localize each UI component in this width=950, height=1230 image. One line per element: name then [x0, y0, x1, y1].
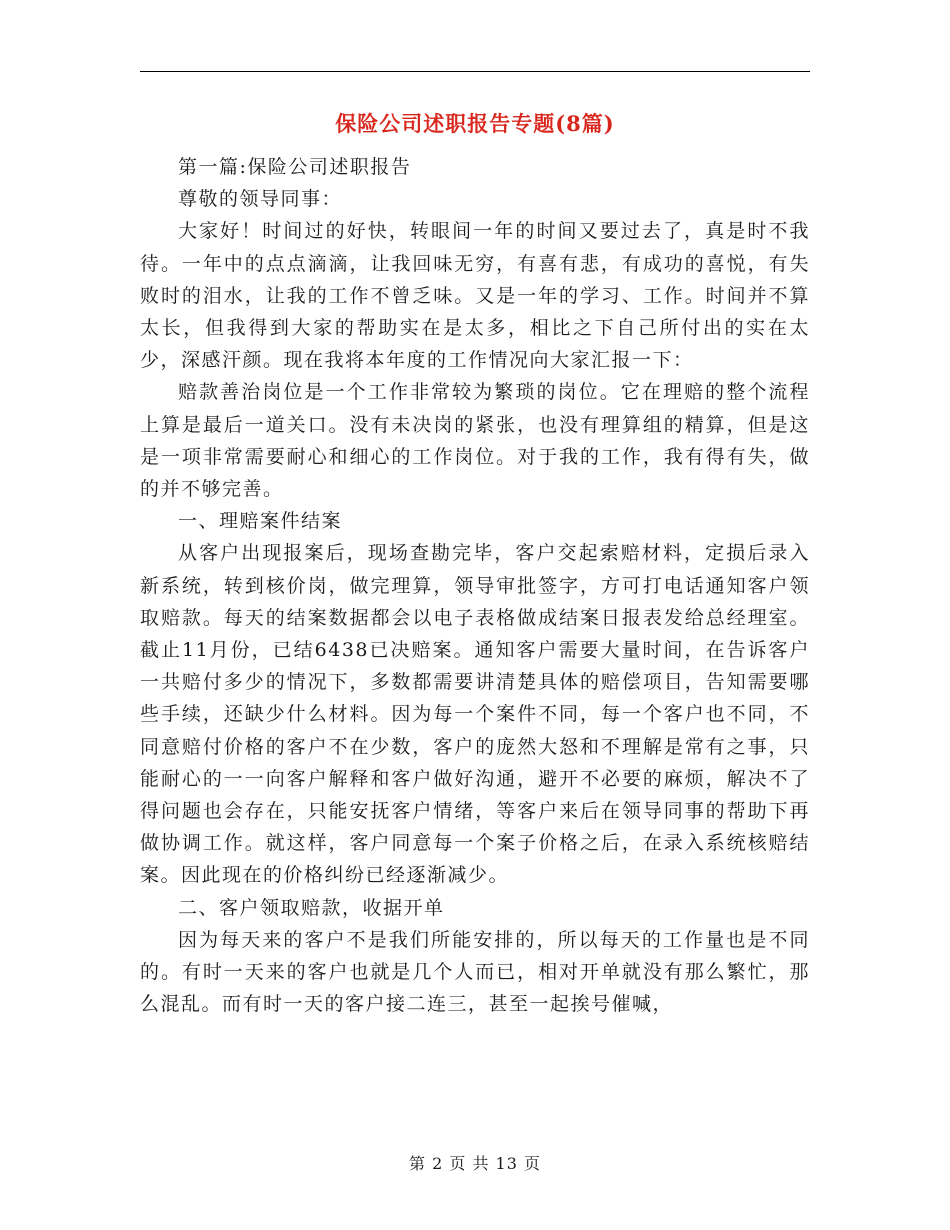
paragraph-claims: 从客户出现报案后，现场查勘完毕，客户交起索赔材料，定损后录入新系统，转到核价岗，做完理算，领导审批签字，方可打电话通知客户领取赔款。每天的结案数据都会以电子表格做成结案日报表发给总经理室。截止11月份，已结6438已决赔案。通知客户需要大量时间，在告诉客户一共赔付多少的情况下，多数都需要讲清楚具体的赔偿项目，告知需要哪些手续，还缺少什么材料。因为每一个案件不同，每一个客户也不同，不同意赔付价格的客户不在少数，客户的庞然大怒和不理解是常有之事，只能耐心的一一向客户解释和客户做好沟通，避开不必要的麻烦，解决不了得问题也会存在，只能安抚客户情绪，等客户来后在领导同事的帮助下再做协调工作。就这样，客户同意每一个案子价格之后，在录入系统核赔结案。因此现在的价格纠纷已经逐渐减少。: [140, 542, 810, 887]
subheading-claims: 一、理赔案件结案: [178, 510, 343, 533]
paragraph-role: 赔款善治岗位是一个工作非常较为繁琐的岗位。它在理赔的整个流程上算是最后一道关口。没有未决岗的紧张，也没有理算组的精算，但是这是一项非常需要耐心和细心的工作岗位。对于我的工作，我有得有失，做的并不够完善。: [140, 381, 810, 501]
page-number: 第 2 页 共 13 页: [409, 1154, 541, 1173]
paragraph-payments: 因为每天来的客户不是我们所能安排的，所以每天的工作量也是不同的。有时一天来的客户也就是几个人而已，相对开单就没有那么繁忙，那么混乱。而有时一天的客户接二连三，甚至一起挨号催喊，: [140, 928, 810, 1016]
subheading-payments: 二、客户领取赔款，收据开单: [178, 896, 445, 919]
document-body: [140, 151, 810, 1020]
header-rule: [140, 71, 810, 72]
document-title: 保险公司述职报告专题(8篇): [335, 111, 615, 136]
paragraph-intro: 大家好！时间过的好快，转眼间一年的时间又要过去了，真是时不我待。一年中的点点滴滴，让我回味无穷，有喜有悲，有成功的喜悦，有失败时的泪水，让我的工作不曾乏味。又是一年的学习、工作。时间并不算太长，但我得到大家的帮助实在是太多，相比之下自己所付出的实在太少，深感汗颜。现在我将本年度的工作情况向大家汇报一下：: [140, 220, 810, 372]
salutation: 尊敬的领导同事：: [178, 188, 343, 211]
section-heading-1: 第一篇:保险公司述职报告: [178, 156, 412, 178]
